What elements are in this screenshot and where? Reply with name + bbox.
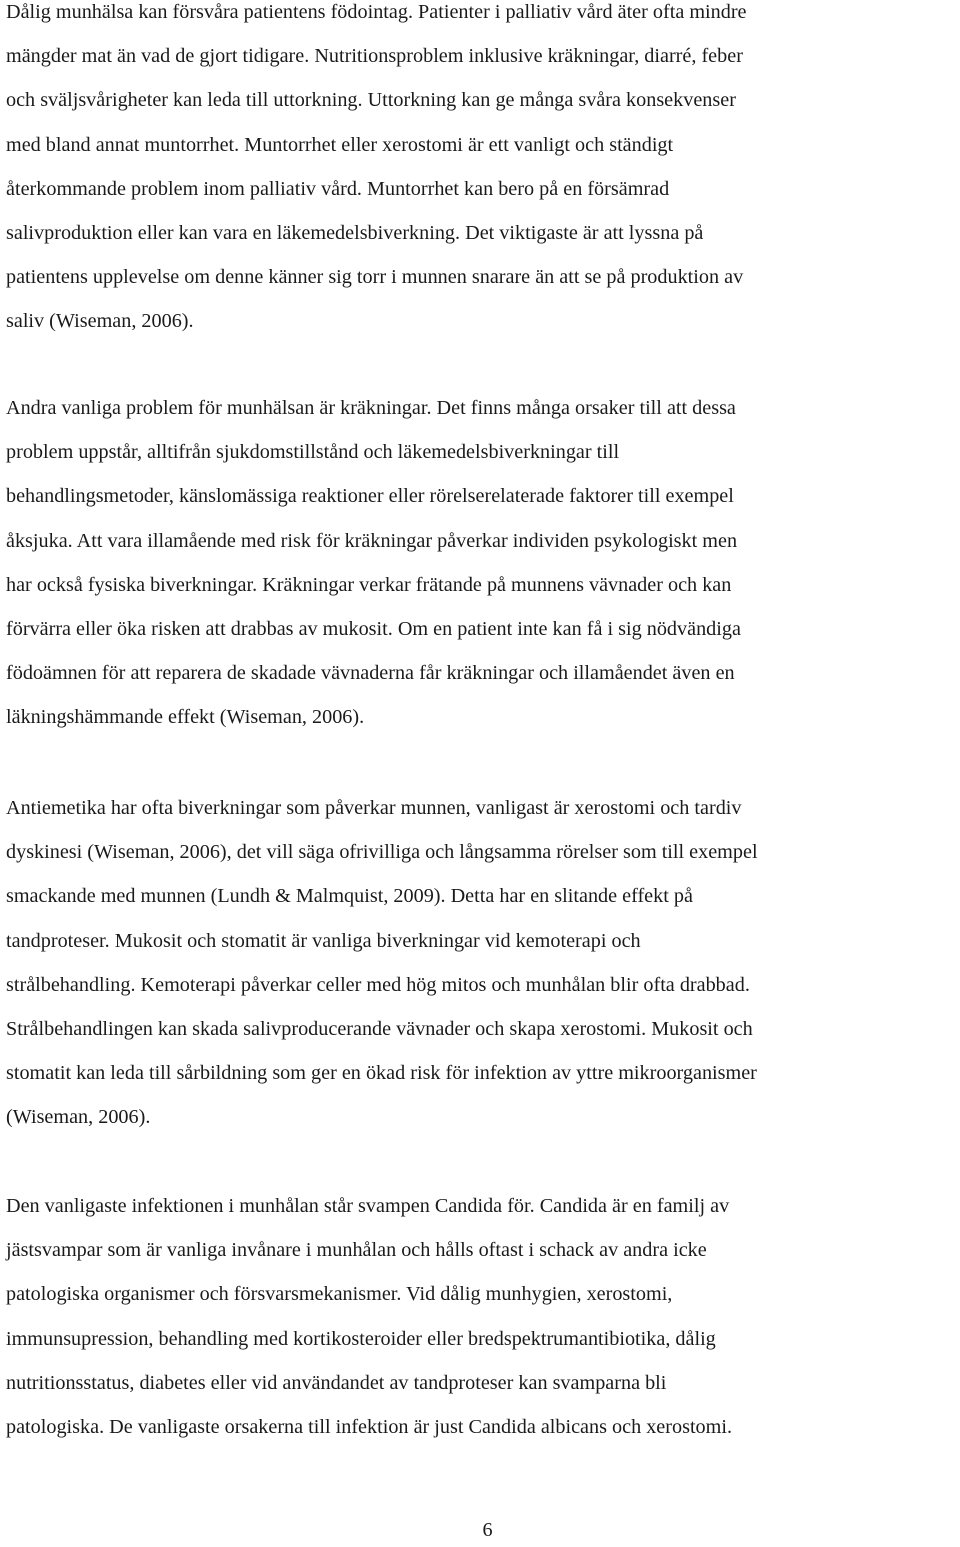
text-line: läkningshämmande effekt (Wiseman, 2006).	[6, 706, 365, 729]
text-line: patientens upplevelse om denne känner sig torr i munnen snarare än att se på produktion av	[6, 266, 744, 289]
text-line: Strålbehandlingen kan skada salivproducerande vävnader och skapa xerostomi. Mukosit och	[6, 1018, 753, 1041]
text-line: tandproteser. Mukosit och stomatit är vanliga biverkningar vid kemoterapi och	[6, 929, 641, 952]
text-line: mängder mat än vad de gjort tidigare. Nutritionsproblem inklusive kräkningar, diarré, feber	[6, 45, 743, 68]
text-line: Dålig munhälsa kan försvåra patientens födointag. Patienter i palliativ vård äter ofta mindre	[6, 1, 747, 23]
text-line: problem uppstår, alltifrån sjukdomstillstånd och läkemedelsbiverkningar till	[6, 441, 620, 464]
paragraph-antiemetics	[6, 786, 956, 1140]
paragraph-vomiting	[6, 386, 956, 740]
text-line: stomatit kan leda till sårbildning som ger en ökad risk för infektion av yttre mikroorganismer	[6, 1062, 757, 1085]
text-line: strålbehandling. Kemoterapi påverkar celler med hög mitos och munhålan blir ofta drabbad.	[6, 973, 750, 996]
page-number: 6	[482, 1519, 493, 1541]
text-line: har också fysiska biverkningar. Kräkningar verkar frätande på munnens vävnader och kan	[6, 573, 732, 596]
text-line: återkommande problem inom palliativ vård. Muntorrhet kan bero på en försämrad	[6, 177, 670, 200]
text-line: (Wiseman, 2006).	[6, 1106, 151, 1129]
paragraph-dry-mouth	[6, 0, 956, 344]
text-line: födoämnen för att reparera de skadade vävnaderna får kräkningar och illamåendet även en	[6, 662, 735, 685]
text-line: Andra vanliga problem för munhälsan är kräkningar. Det finns många orsaker till att dessa	[6, 397, 736, 419]
text-line: Den vanligaste infektionen i munhålan står svampen Candida för. Candida är en familj av	[6, 1195, 730, 1217]
text-line: jästsvampar som är vanliga invånare i munhålan och hålls oftast i schack av andra icke	[6, 1239, 707, 1262]
text-line: förvärra eller öka risken att drabbas av mukosit. Om en patient inte kan få i sig nödvändiga	[6, 618, 741, 641]
text-line: och sväljsvårigheter kan leda till uttorkning. Uttorkning kan ge många svåra konsekvenser	[6, 89, 736, 112]
text-line: nutritionsstatus, diabetes eller vid användandet av tandproteser kan svamparna bli	[6, 1371, 667, 1394]
text-line: saliv (Wiseman, 2006).	[6, 310, 194, 333]
text-line: behandlingsmetoder, känslomässiga reaktioner eller rörelserelaterade faktorer till exempel	[6, 485, 734, 508]
text-line: Antiemetika har ofta biverkningar som påverkar munnen, vanligast är xerostomi och tardiv	[6, 797, 742, 819]
paragraph-candida	[6, 1184, 956, 1449]
text-line: salivproduktion eller kan vara en läkemedelsbiverkning. Det viktigaste är att lyssna på	[6, 222, 704, 245]
text-line: åksjuka. Att vara illamående med risk för kräkningar påverkar individen psykologiskt men	[6, 529, 738, 552]
text-line: smackande med munnen (Lundh & Malmquist, 2009). Detta har en slitande effekt på	[6, 885, 693, 908]
text-line: patologiska organismer och försvarsmekanismer. Vid dålig munhygien, xerostomi,	[6, 1283, 673, 1306]
text-line: dyskinesi (Wiseman, 2006), det vill säga ofrivilliga och långsamma rörelser som till exempel	[6, 841, 758, 864]
text-line: patologiska. De vanligaste orsakerna till infektion är just Candida albicans och xerostomi.	[6, 1416, 733, 1439]
text-line: immunsupression, behandling med kortikosteroider eller bredspektrumantibiotika, dålig	[6, 1327, 716, 1350]
text-line: med bland annat muntorrhet. Muntorrhet eller xerostomi är ett vanligt och ständigt	[6, 133, 674, 156]
